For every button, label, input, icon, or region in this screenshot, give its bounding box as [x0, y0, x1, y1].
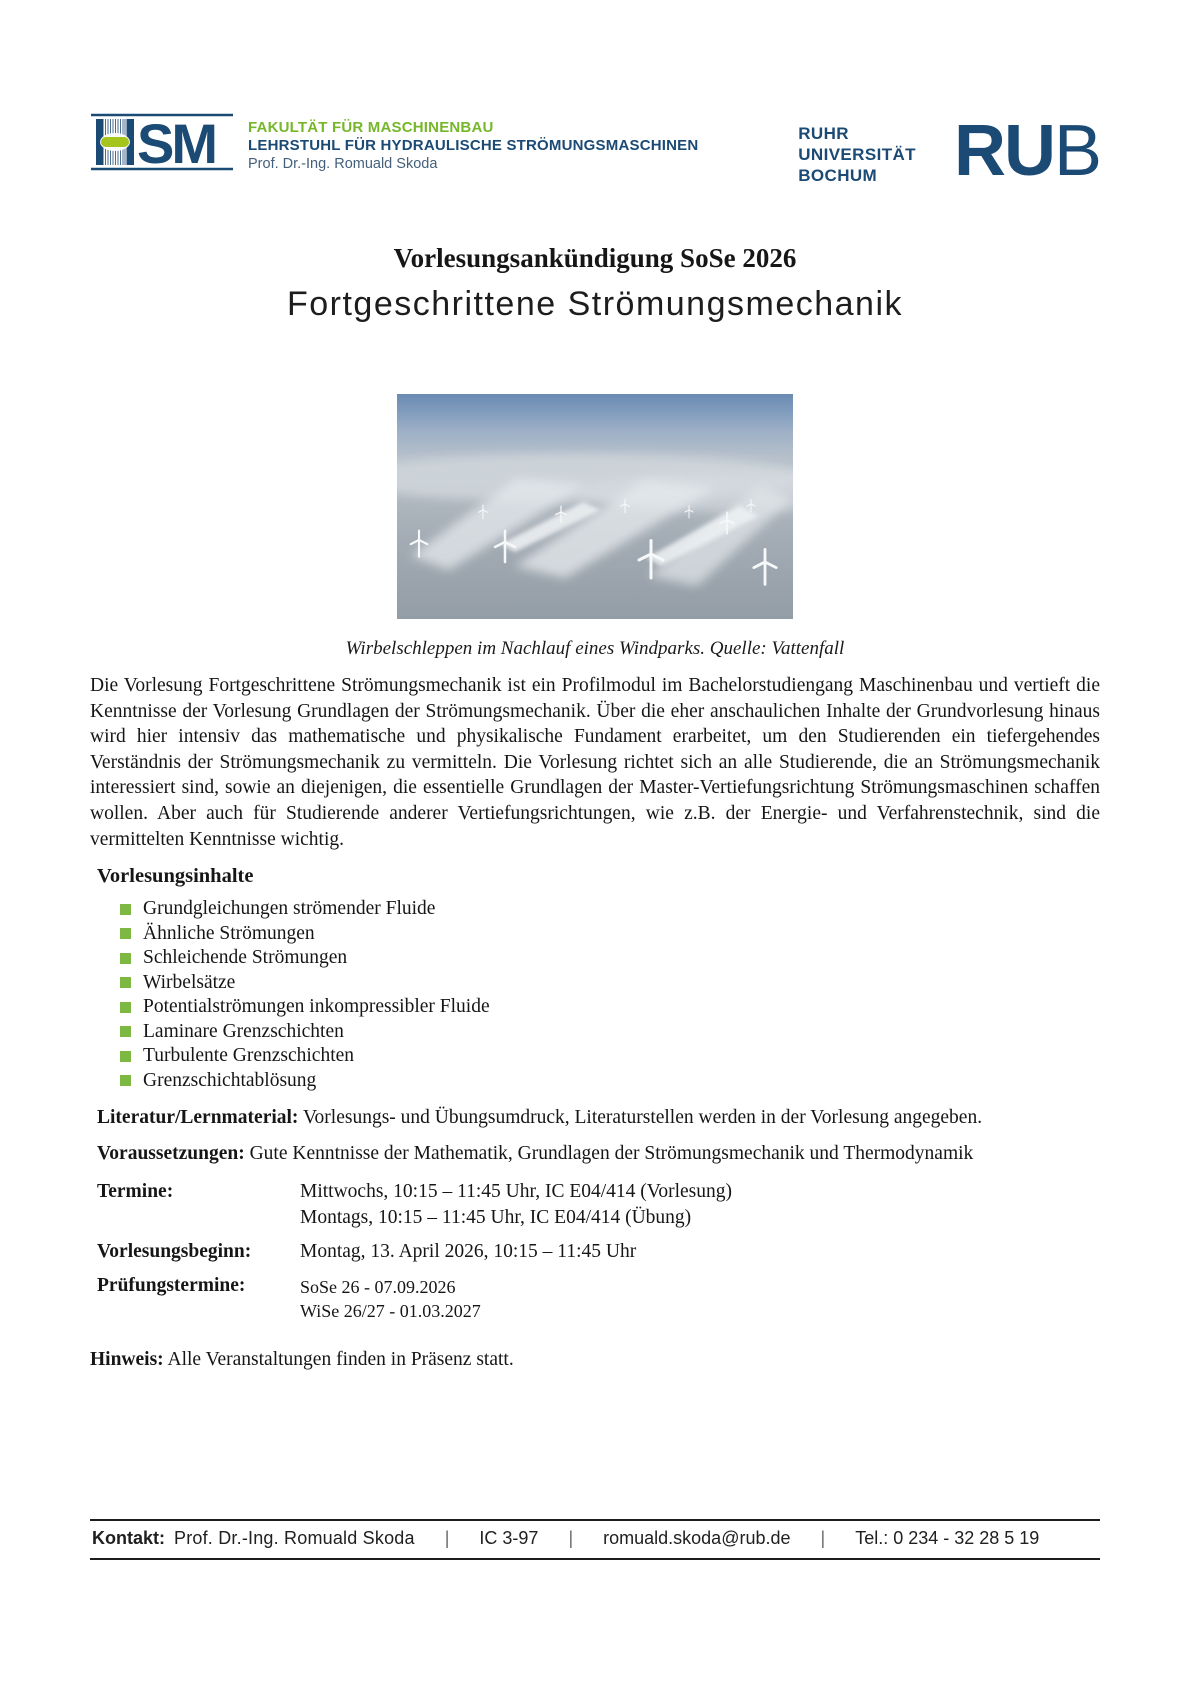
list-item [120, 946, 1100, 971]
list-item-label: Turbulente Grenzschichten [143, 1045, 355, 1067]
hsm-logo-text [248, 113, 698, 173]
intro-paragraph: Die Vorlesung Fortgeschrittene Strömungsmechanik ist ein Profilmodul im Bachelorstudiengang Maschinenbau und vertieft die Kenntnisse der Vorlesung Grundlagen der Strömungsmechanik. Über die eher anschaulichen Inhalte der Grundvorlesung hinaus wird hier intensiv das mathematische und physikalische Fundament erarbeitet, um den Studierenden ein tiefergehendes Verständnis der Strömungsmechanik zu vermitteln. Die Vorlesung richtet sich an alle Studierende, die an Strömungsmechanik interessiert sind, sowie an diejenigen, die essentielle Grundlagen der Master-Vertiefungsrichtung Strömungsmaschinen schaffen wollen. Aber auch für Studierende anderer Vertiefungsrichtungen, wie z.B. der Energie- und Verfahrenstechnik, sind die vermittelten Kenntnisse wichtig. [90, 675, 1100, 850]
rub-wordmark-line: BOCHUM [798, 165, 878, 185]
list-item-label: Grundgleichungen strömender Fluide [143, 898, 436, 920]
faculty-line: FAKULTÄT FÜR MASCHINENBAU [248, 119, 494, 136]
schedule-value: Montags, 10:15 – 11:45 Uhr, IC E04/414 (Übung) [300, 1207, 692, 1229]
rub-letters-icon [953, 111, 1100, 191]
list-item [120, 971, 1100, 996]
bullet-square-icon [120, 953, 131, 964]
list-item [120, 897, 1100, 922]
schedule-value: Montag, 13. April 2026, 10:15 – 11:45 Uhr [300, 1241, 637, 1263]
list-item [120, 995, 1100, 1020]
bullet-square-icon [120, 1075, 131, 1086]
note-line [90, 1349, 1100, 1371]
contact-phone: Tel.: 0 234 - 32 28 5 19 [855, 1528, 1040, 1548]
list-item-label: Schleichende Strömungen [143, 947, 348, 969]
list-item [120, 1044, 1100, 1069]
bullet-square-icon [120, 904, 131, 915]
schedule-value: Mittwochs, 10:15 – 11:45 Uhr, IC E04/414 (Vorlesung) [300, 1181, 732, 1203]
detail-label: Literatur/Lernmaterial: [97, 1107, 299, 1129]
schedule-table [90, 1179, 1100, 1323]
rub-wordmark-line: RUHR [798, 123, 849, 143]
professor-line: Prof. Dr.-Ing. Romuald Skoda [248, 156, 438, 172]
detail-row-literatur [90, 1107, 1100, 1129]
detail-row-voraussetzungen [90, 1143, 1100, 1165]
contact-name: Prof. Dr.-Ing. Romuald Skoda [174, 1528, 415, 1548]
list-item [120, 1069, 1100, 1094]
note-text: Alle Veranstaltungen finden in Präsenz statt. [167, 1349, 514, 1371]
announcement-title: Vorlesungsankündigung SoSe 2026 [393, 243, 797, 273]
header [90, 0, 1100, 191]
note-label: Hinweis: [90, 1349, 164, 1371]
rub-wordmark-line: UNIVERSITÄT [798, 144, 916, 164]
schedule-label: Termine: [97, 1181, 174, 1203]
bullet-square-icon [120, 1002, 131, 1013]
schedule-row-pruefungstermine [97, 1273, 1100, 1323]
detail-label: Voraussetzungen: [97, 1143, 245, 1165]
schedule-value: SoSe 26 - 07.09.2026 [300, 1277, 456, 1298]
detail-value: Gute Kenntnisse der Mathematik, Grundlagen der Strömungsmechanik und Thermodynamik [249, 1143, 974, 1165]
rub-logo [798, 111, 1100, 191]
bullet-square-icon [120, 928, 131, 939]
list-item-label: Grenzschichtablösung [143, 1069, 317, 1091]
schedule-label: Vorlesungsbeginn: [97, 1241, 252, 1263]
list-item-label: Wirbelsätze [143, 971, 236, 993]
rub-wordmark [798, 123, 916, 186]
contact-label: Kontakt: [92, 1528, 165, 1548]
schedule-value: WiSe 26/27 - 01.03.2027 [300, 1301, 481, 1322]
list-item [120, 1020, 1100, 1045]
rub-letters-bold: RU [953, 111, 1054, 191]
figure-caption: Wirbelschleppen im Nachlauf eines Windparks. Quelle: Vattenfall [345, 638, 845, 659]
schedule-label: Prüfungstermine: [97, 1275, 246, 1297]
hsm-logo-icon [90, 113, 235, 171]
divider: | [568, 1528, 574, 1548]
figure [90, 394, 1100, 660]
contents-heading: Vorlesungsinhalte [97, 865, 254, 888]
hsm-logo [90, 113, 698, 173]
chair-line: LEHRSTUHL FÜR HYDRAULISCHE STRÖMUNGSMASCHINEN [248, 137, 699, 154]
divider: | [444, 1528, 450, 1548]
hsm-letters: SM [137, 113, 215, 171]
list-item-label: Laminare Grenzschichten [143, 1020, 344, 1042]
rub-letter-light: B [1053, 111, 1100, 191]
bullet-square-icon [120, 1051, 131, 1062]
list-item-label: Ähnliche Strömungen [143, 922, 315, 944]
schedule-row-vorlesungsbeginn [97, 1239, 1100, 1265]
contact-bar [90, 1519, 1100, 1560]
bullet-square-icon [120, 977, 131, 988]
bullet-square-icon [120, 1026, 131, 1037]
contact-room: IC 3-97 [479, 1528, 539, 1548]
list-item-label: Potentialströmungen inkompressibler Fluide [143, 996, 490, 1018]
contents-list [90, 897, 1100, 1093]
lecture-title: Fortgeschrittene Strömungsmechanik [286, 285, 904, 323]
schedule-row-termine [97, 1179, 1100, 1231]
detail-value: Vorlesungs- und Übungsumdruck, Literaturstellen werden in der Vorlesung angegeben. [302, 1107, 983, 1129]
windpark-photo [397, 394, 793, 619]
contact-email[interactable]: romuald.skoda@rub.de [603, 1528, 791, 1548]
list-item [120, 922, 1100, 947]
divider: | [820, 1528, 826, 1548]
